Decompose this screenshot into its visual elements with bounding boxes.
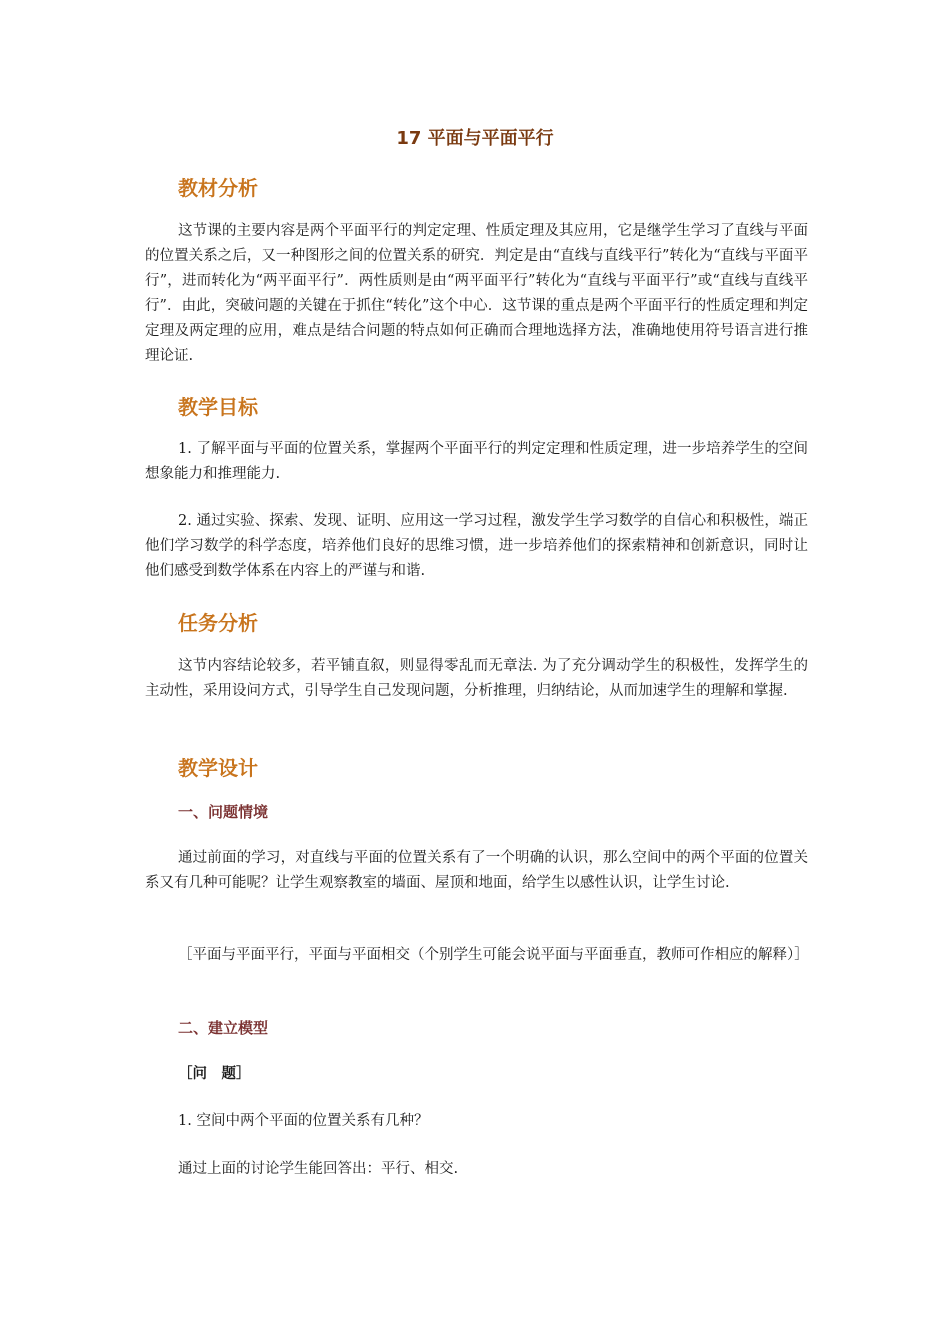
paragraph-goal-2: 2. 通过实验、探索、发现、证明、应用这一学习过程，激发学生学习数学的自信心和积极性，端正他们学习数学的科学态度，培养他们良好的思维习惯，进一步培养他们的探索精神和创新意识，同时让他们感受到数学体系在内容上的严谨与和谐. [145, 513, 808, 579]
subheading-problem-situation: 一、问题情境 [178, 803, 269, 821]
paragraph-task: 这节内容结论较多，若平铺直叙，则显得零乱而无章法. 为了充分调动学生的积极性，发挥学生的主动性，采用设问方式，引导学生自己发现问题，分析推理，归纳结论，从而加速学生的理解和掌握. [145, 658, 808, 699]
subheading-build-model: 二、建立模型 [178, 1019, 269, 1037]
document-title: 17 平面与平面平行 [396, 128, 554, 149]
answer-1: 通过上面的讨论学生能回答出：平行、相交. [178, 1161, 459, 1177]
heading-goals: 教学目标 [178, 395, 258, 419]
heading-design: 教学设计 [178, 756, 258, 780]
label-question: ［问 题］ [178, 1066, 251, 1082]
paragraph-situation: 通过前面的学习，对直线与平面的位置关系有了一个明确的认识，那么空间中的两个平面的位置关系又有几种可能呢？让学生观察教室的墙面、屋顶和地面，给学生以感性认识，让学生讨论. [145, 850, 808, 891]
paragraph-situation-answer: ［平面与平面平行，平面与平面相交（个别学生可能会说平面与平面垂直，教师可作相应的解释）］ [178, 947, 809, 963]
heading-analysis: 教材分析 [178, 176, 258, 200]
question-1: 1. 空间中两个平面的位置关系有几种？ [178, 1113, 429, 1129]
paragraph-goal-1: 1. 了解平面与平面的位置关系，掌握两个平面平行的判定定理和性质定理，进一步培养学生的空间想象能力和推理能力. [145, 441, 808, 482]
paragraph-analysis: 这节课的主要内容是两个平面平行的判定定理、性质定理及其应用，它是继学生学习了直线与平面的位置关系之后，又一种图形之间的位置关系的研究．判定是由“直线与直线平行”转化为“直线与平面平行”，进而转化为“两平面平行”．两性质则是由“两平面平行”转化为“直线与平面平行”或“直线与直线平行”．由此，突破问题的关键在于抓住“转化”这个中心．这节课的重点是两个平面平行的性质定理和判定定理及两定理的应用，难点是结合问题的特点如何正确而合理地选择方法，准确地使用符号语言进行推理论证. [145, 223, 808, 364]
heading-task: 任务分析 [178, 611, 258, 635]
